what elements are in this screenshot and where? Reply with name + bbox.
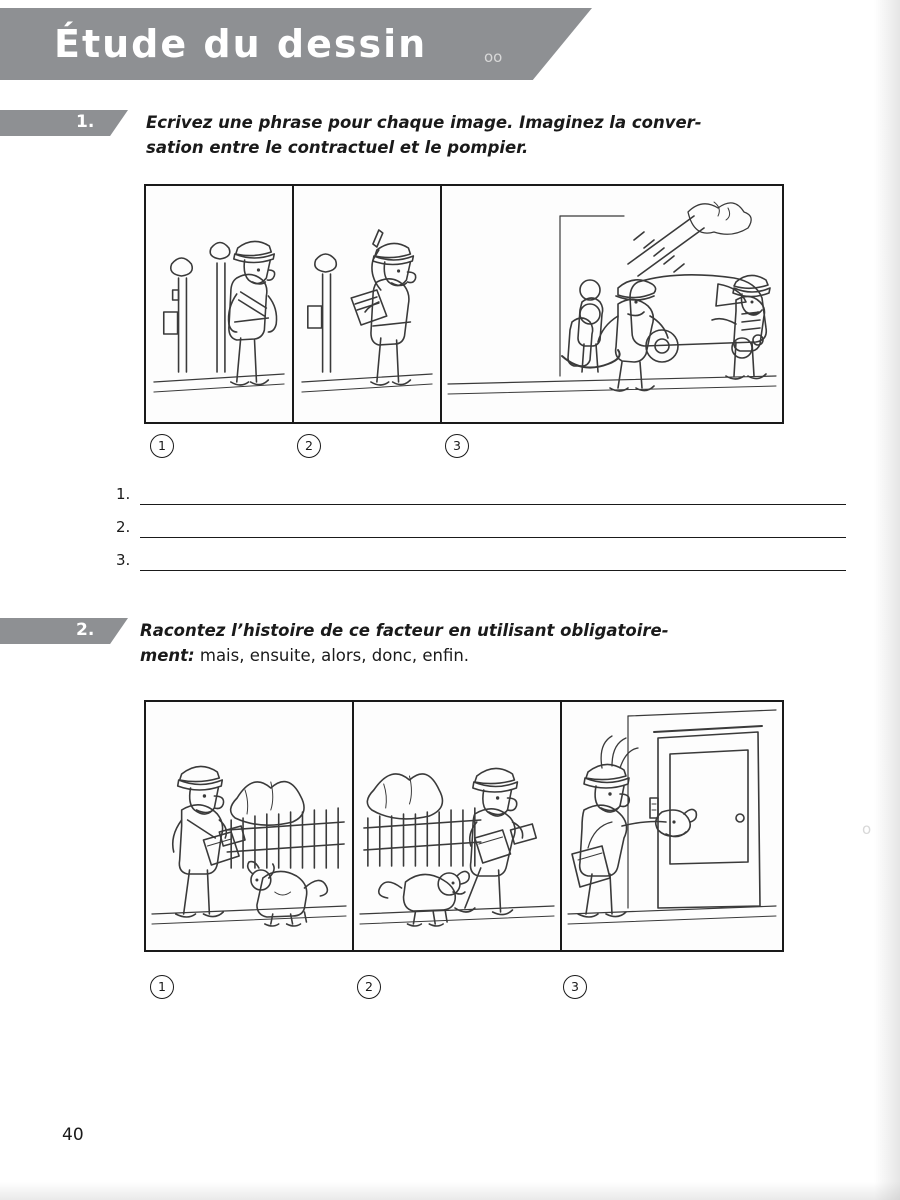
scan-artifact-right: o: [862, 820, 872, 838]
exercise-1-comic-strip: [144, 184, 784, 424]
answer-number-2: 2.: [116, 518, 131, 536]
answer-row-2[interactable]: [116, 518, 846, 544]
exercise-2-instruction-line1: Racontez l’histoire de ce facteur en utilisant obligatoire-: [140, 621, 669, 640]
exercise-1-instruction-line1: Ecrivez une phrase pour chaque image. Imaginez la conver-: [146, 113, 702, 132]
answer-row-3[interactable]: [116, 551, 846, 577]
comic-panel-2-1: [146, 702, 354, 950]
page-number: 40: [62, 1125, 84, 1145]
exercise-2-number: 2.: [76, 620, 95, 640]
illustration-traffic-warden-standing: [146, 186, 292, 422]
exercise-2-comic-strip: [144, 700, 784, 952]
panel-label-1-3: 3: [445, 434, 469, 458]
panel-label-1-1: 1: [150, 434, 174, 458]
answer-row-1[interactable]: [116, 485, 846, 511]
answer-line-2[interactable]: [140, 537, 846, 538]
panel-label-2-3: 3: [563, 975, 587, 999]
exercise-1-number-band: [0, 110, 128, 136]
panel-label-1-2: 2: [297, 434, 321, 458]
scan-edge-shadow-bottom: [0, 1182, 900, 1200]
illustration-postman-and-dog: [146, 702, 352, 950]
comic-panel-1-2: [294, 186, 442, 422]
comic-panel-1-1: [146, 186, 294, 422]
panel-label-2-2: 2: [357, 975, 381, 999]
page-title: Étude du dessin: [54, 22, 428, 66]
comic-panel-2-3: [562, 702, 782, 950]
answer-line-1[interactable]: [140, 504, 846, 505]
answer-number-3: 3.: [116, 551, 131, 569]
panel-label-2-1: 1: [150, 975, 174, 999]
illustration-fire-engine-scene: [442, 186, 782, 422]
illustration-dog-biting-postman: [354, 702, 560, 950]
comic-panel-2-2: [354, 702, 562, 950]
exercise-1-number: 1.: [76, 112, 95, 132]
exercise-2-instruction-line2-italic: ment:: [140, 646, 195, 665]
answer-number-1: 1.: [116, 485, 131, 503]
exercise-2-instruction: [140, 618, 860, 668]
illustration-postman-at-door: [562, 702, 782, 950]
exercise-1-instruction-line2: sation entre le contractuel et le pompier.: [146, 138, 529, 157]
comic-panel-1-3: [442, 186, 782, 422]
exercise-2-instruction-line2-rest: mais, ensuite, alors, donc, enfin.: [199, 646, 470, 665]
exercise-1-instruction: [146, 110, 846, 160]
scan-artifact-top: oo: [484, 48, 503, 66]
answer-line-3[interactable]: [140, 570, 846, 571]
illustration-warden-writing-ticket: [294, 186, 440, 422]
exercise-2-number-band: [0, 618, 128, 644]
scan-edge-shadow-right: [874, 0, 900, 1200]
